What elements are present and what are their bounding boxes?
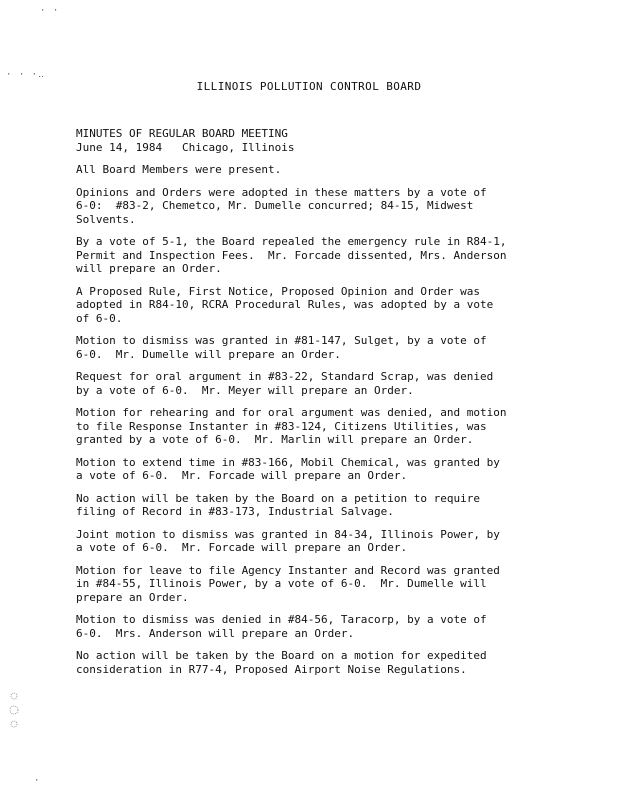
minutes-paragraph	[76, 334, 556, 361]
paragraph-line: All Board Members were present.	[76, 163, 282, 176]
minutes-paragraph	[76, 285, 556, 326]
minutes-paragraph	[76, 186, 556, 227]
paragraph-line: No action will be taken by the Board on a petition to require	[76, 491, 480, 505]
scan-speck: · ·	[40, 6, 60, 16]
minutes-paragraph	[76, 613, 556, 640]
paragraph-line: Motion for rehearing and for oral argument was denied, and motion	[76, 406, 507, 419]
paragraph-line: will prepare an Order.	[76, 262, 222, 275]
minutes-paragraph	[76, 649, 556, 676]
minutes-header	[76, 127, 556, 154]
minutes-paragraph	[76, 492, 556, 519]
paragraph-line: of 6-0.	[76, 311, 123, 325]
paragraph-line: Motion to dismiss was denied in #84-56, Taracorp, by a vote of	[76, 613, 487, 626]
scan-speck: ·	[34, 776, 41, 786]
paragraph-line: a vote of 6-0. Mr. Forcade will prepare an Order.	[76, 469, 408, 482]
minutes-body	[76, 127, 556, 685]
paragraph-line: Motion to dismiss was granted in #81-147, Sulget, by a vote of	[76, 334, 487, 347]
paragraph-line: Joint motion to dismiss was granted in 84-34, Illinois Power, by	[76, 527, 500, 541]
paragraph-line: to file Response Instanter in #83-124, Citizens Utilities, was	[76, 419, 487, 433]
paragraph-line: Motion to extend time in #83-166, Mobil Chemical, was granted by	[76, 455, 500, 469]
paragraph-line: in #84-55, Illinois Power, by a vote of 6-0. Mr. Dumelle will	[76, 577, 487, 590]
paragraph-line: Solvents.	[76, 212, 136, 226]
paragraph-line: granted by a vote of 6-0. Mr. Marlin will prepare an Order.	[76, 433, 474, 446]
minutes-paragraph	[76, 235, 556, 276]
paragraph-line: a vote of 6-0. Mr. Forcade will prepare an Order.	[76, 541, 408, 554]
paragraph-line: adopted in R84-10, RCRA Procedural Rules, was adopted by a vote	[76, 298, 494, 311]
paragraph-line: Request for oral argument in #83-22, Standard Scrap, was denied	[76, 370, 494, 383]
scan-speck: · · ·‥	[6, 70, 46, 80]
minutes-paragraph	[76, 564, 556, 605]
paragraph-line: Permit and Inspection Fees. Mr. Forcade dissented, Mrs. Anderson	[76, 248, 507, 262]
minutes-paragraph	[76, 370, 556, 397]
paragraph-line: Opinions and Orders were adopted in these matters by a vote of	[76, 185, 487, 199]
paragraph-line: By a vote of 5-1, the Board repealed the emergency rule in R84-1,	[76, 235, 507, 248]
minutes-paragraph	[76, 163, 556, 177]
paragraph-line: A Proposed Rule, First Notice, Proposed Opinion and Order was	[76, 284, 480, 298]
paragraph-line: filing of Record in #83-173, Industrial Salvage.	[76, 505, 394, 518]
paragraph-line: No action will be taken by the Board on a motion for expedited	[76, 649, 487, 662]
paragraph-line: 6-0: #83-2, Chemetco, Mr. Dumelle concurred; 84-15, Midwest	[76, 199, 474, 212]
meeting-date-location: June 14, 1984 Chicago, Illinois	[76, 140, 295, 154]
paragraph-line: Motion for leave to file Agency Instanter and Record was granted	[76, 563, 500, 577]
minutes-paragraph	[76, 406, 556, 447]
paragraph-line: 6-0. Mrs. Anderson will prepare an Order.	[76, 626, 355, 640]
paragraph-line: 6-0. Mr. Dumelle will prepare an Order.	[76, 347, 341, 361]
minutes-paragraph	[76, 528, 556, 555]
minutes-title: MINUTES OF REGULAR BOARD MEETING	[76, 127, 288, 140]
minutes-paragraphs	[76, 163, 556, 676]
paragraph-line: by a vote of 6-0. Mr. Meyer will prepare an Order.	[76, 383, 414, 397]
binding-holes-artifact	[6, 690, 22, 730]
paragraph-line: consideration in R77-4, Proposed Airport Noise Regulations.	[76, 662, 467, 676]
minutes-paragraph	[76, 456, 556, 483]
board-title: ILLINOIS POLLUTION CONTROL BOARD	[196, 80, 422, 93]
paragraph-line: prepare an Order.	[76, 590, 189, 604]
